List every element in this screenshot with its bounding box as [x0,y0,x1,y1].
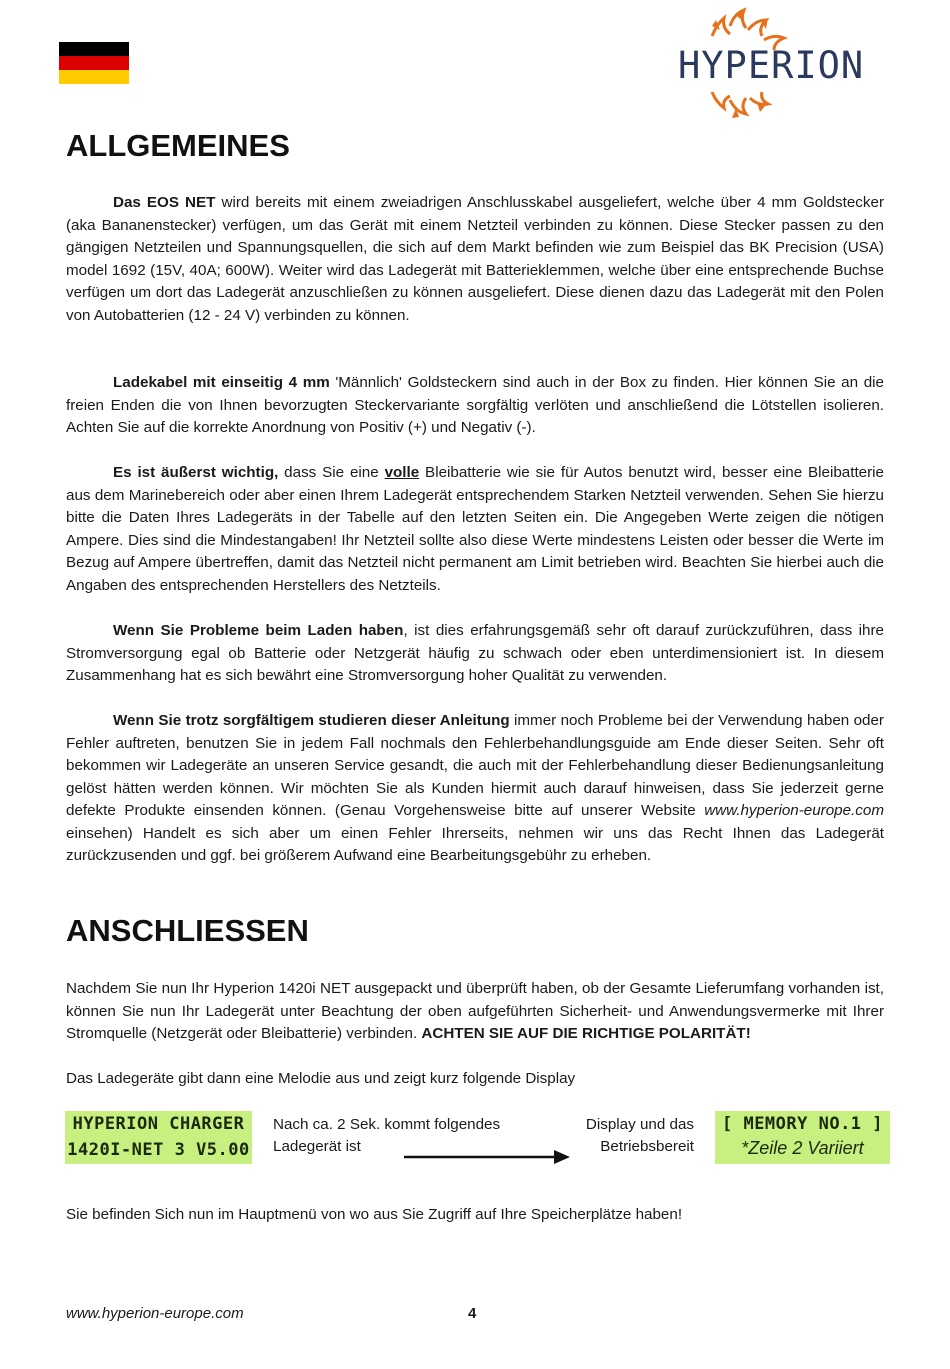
lcd2-line1: [ MEMORY NO.1 ] [721,1114,884,1134]
p3-underlined: volle [384,464,420,481]
lcd1-line2: 1420I-NET 3 V5.00 [67,1140,250,1160]
p5-text-a: immer noch Probleme bei der Verwendung haben oder Fehler auftreten, benutzen Sie in jedem Fall nochmals den Fehlerbehandlungsguide am Ende dieser Seiten. Sehr oft bekommen wir Ladegeräte an unseren Service gesandt, die auch mit der Fehlerbehandlung dieser Bedienungsanleitung gelöst hätten werden können. Wir möchten Sie als Kunden hiermit auch darauf hinweisen, dass Sie jederzeit gerne defekte Produkte einsenden können. (Genau Vorgehensweise bitte auf unserer Website [66,712,884,819]
paragraph-2 [66,372,884,440]
website-link[interactable]: www.hyperion-europe.com [704,802,884,819]
p5-bold: Wenn Sie trotz sorgfältigem studieren dieser Anleitung [113,712,510,729]
german-flag [59,42,129,84]
p2-text: 'Männlich' Goldsteckern sind auch in der Box zu finden. Hier können Sie an die freien Enden die von Ihnen bevorzugten Steckervariante sorgfältig verlöten und anschließend die Lötstellen isolieren. Achten Sie auf die korrekte Anordnung von Positiv (+) und Negativ (-). [66,374,884,436]
lcd2-line2: *Zeile 2 Variiert [741,1138,864,1158]
p6-bold: ACHTEN SIE AUF DIE RICHTIGE POLARITÄT! [421,1025,751,1042]
lcd-display-memory [715,1111,890,1164]
footer-url[interactable]: www.hyperion-europe.com [66,1305,244,1322]
p3-text-a: dass Sie eine [278,464,385,481]
heading-anschliessen: ANSCHLIESSEN [66,913,309,948]
paragraph-7: Das Ladegeräte gibt dann eine Melodie aus und zeigt kurz folgende Display [66,1070,576,1087]
p4-text: , ist dies erfahrungsgemäß sehr oft darauf zurückzuführen, dass ihre Stromversorgung egal ob Batterie oder Netzgerät häufig zu schwach oder eben unterdimensioniert ist. In diesem Zusammenhang hat es sich bewährt eine Stromversorgung hoher Qualität zu verwenden. [66,622,884,684]
heading-allgemeines: ALLGEMEINES [66,128,290,163]
paragraph-8: Sie befinden Sich nun im Hauptmenü von wo aus Sie Zugriff auf Ihre Speicherplätze haben! [66,1206,683,1223]
paragraph-6 [66,978,884,1046]
hyperion-logo [672,6,887,126]
p2-bold: Ladekabel mit einseitig 4 mm [113,374,330,391]
flag-stripe-black [59,42,129,56]
display-caption-left: Nach ca. 2 Sek. kommt folgendes Ladegerät ist [273,1116,501,1155]
display-caption-right: Display und das Betriebsbereit [585,1116,694,1155]
p5-text-b: einsehen) Handelt es sich aber um einen Fehler Ihrerseits, nehmen wir uns das Recht Ihnen das Ladegerät zurückzusenden und ggf. bei größerem Aufwand eine Bearbeitungsgebühr zu erheben. [66,824,884,864]
paragraph-1 [66,192,884,327]
paragraph-4 [66,620,884,688]
page-number: 4 [468,1305,477,1322]
paragraph-3 [66,462,884,597]
p6-text: Nachdem Sie nun Ihr Hyperion 1420i NET ausgepackt und überprüft haben, ob der Gesamte Lieferumfang vorhanden ist, können Sie nun Ihr Ladegerät unter Beachtung der oben aufgeführten Sicherheit- und Anwendungsvermerke mit Ihrer Stromquelle (Netzgerät oder Bleibatterie) verbinden. [66,980,884,1042]
p3-bold: Es ist äußerst wichtig, [113,464,279,481]
p3-text-b: Bleibatterie wie sie für Autos benutzt wird, besser eine Bleibatterie aus dem Marinebereich oder aber einen Ihrem Ladegerät entsprechendem Starken Netzteil verwenden. Sehen Sie hierzu bitte die Daten Ihres Ladegeräts in der Tabelle auf den letzten Seiten ein. Die Angegeben Werte zeigen die nötigen Ampere. Dies sind die Mindestangaben! Ihr Netzteil sollte also diese Werte mindestens Leisten oder besser die Werte im Bezug auf Ampere übertreffen, damit das Netzteil nicht permanent am Limit betrieben wird. Beachten Sie hierbei auch die Angaben des entsprechenden Herstellers des Netzteils. [66,464,884,594]
logo-text: HYPERION [678,44,865,87]
arrow-right-icon [404,1147,574,1167]
flag-stripe-red [59,56,129,70]
p4-bold: Wenn Sie Probleme beim Laden haben [113,622,404,639]
p1-text: wird bereits mit einem zweiadrigen Anschlusskabel ausgeliefert, welche über 4 mm Goldstecker (aka Bananenstecker) verfügen, um das Gerät mit einem Netzteil verbinden zu können. Diese Stecker passen zu den gängigen Netzteilen und Spannungsquellen, die sich auf dem Markt befinden wie zum Beispiel das BK Precision (USA) model 1692 (15V, 40A; 600W). Weiter wird das Ladegerät mit Batterieklemmen, welche über eine entsprechende Buchse verfügen um dort das Ladegerät anzuschließen zu können ausgeliefert. Diese dienen dazu das Ladegerät mit den Polen von Autobatterien (12 - 24 V) verbinden zu können. [66,194,885,324]
p1-bold: Das EOS NET [113,194,216,211]
lcd-display-startup [65,1111,252,1164]
lcd1-line1: HYPERION CHARGER [72,1114,245,1134]
paragraph-5 [66,710,884,868]
flag-stripe-gold [59,70,129,84]
